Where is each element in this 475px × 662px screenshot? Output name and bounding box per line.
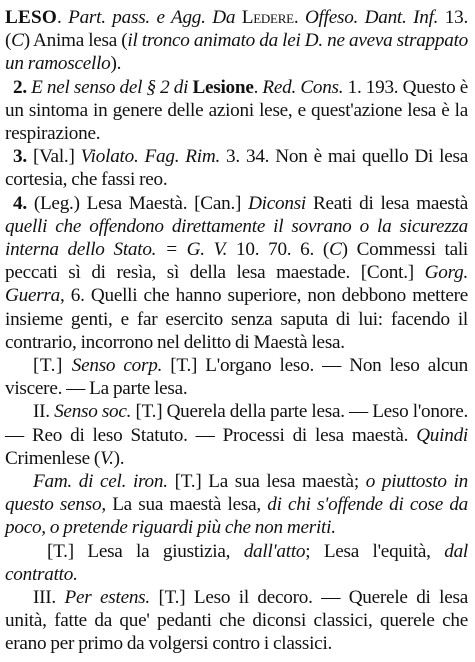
citation-text: , 6. Quelli che hanno superiore, non debbono mettere insieme genti, e far esercito senza saputa di lui: facendo il contrario, incorrono nel delitto di Maestà lesa. xyxy=(5,285,468,353)
citation-source: Gorg. Guerra xyxy=(5,262,468,307)
sense-4: 4. (Leg.) Lesa Maestà. [Can.] Diconsi Reati di lesa maestà quelli che offendono direttamente il sovrano o la sicurezza interna dello Stato. = G. V. 10. 70. 6. (C) Commessi tali peccati sì di resìa, sì della lesa maestade. [Cont.] Gorg. Guerra, 6. Quelli che hanno superiore, non debbono mettere insieme genti, e far esercito senza saputa di lui: facendo il contrario, incorrono nel delitto di Maestà lesa. xyxy=(5,192,469,353)
sense-label: Senso corp. xyxy=(71,355,163,377)
sense-3: 3. [Val.] Violato. Fag. Rim. 3. 34. Non è mai quello Di lesa cortesia, che fassi reo. xyxy=(5,146,469,191)
sense-number: 4. xyxy=(13,192,34,214)
definition-text: quelli che offendono direttamente il sovrano o la sicurezza interna dello Stato. = G. V. xyxy=(5,215,468,261)
citation-source: Red. Cons. xyxy=(262,76,344,98)
sense-label: Fam. di cel. iron. xyxy=(33,471,168,493)
example-text: [T.] Leso il decoro. — Querele di lesa unità, fatte da que' pedanti che diconsi classici, querele che erano per primo da volgersi contro i classici. xyxy=(5,587,468,655)
citation-source: Violato. Fag. Rim. xyxy=(80,146,220,168)
sense-label: Senso soc. xyxy=(54,401,132,423)
grammar-label: Part. pass. e Agg. Da xyxy=(68,7,242,28)
sense-number: 3. xyxy=(13,146,33,168)
citation-gloss: il tronco animato da lei D. ne aveva strappato un ramoscello xyxy=(5,30,468,75)
sense-estens xyxy=(5,586,468,656)
citation-text: ) Commessi tali peccati sì di resìa, sì della lesa maestade. [Cont.] xyxy=(5,239,469,284)
headword: LESO xyxy=(5,7,57,28)
citation-text: ) Anima lesa ( xyxy=(23,30,128,52)
entry-leso-definition: LESO. Part. pass. e Agg. Da Ledere. Offeso. Dant. Inf. 13. (C) Anima lesa (il tronco animato da lei D. ne aveva strappato un ramoscello). xyxy=(5,7,468,75)
citation-text: 1. 193. Questo è un sintoma in genere delle azioni lese, e quest'azione lesa è la respirazione. xyxy=(5,76,469,145)
citation-source: Offeso. Dant. Inf. xyxy=(304,7,439,28)
citation-text: 3. 34. Non è mai quello Di lesa cortesia, che fassi reo. xyxy=(5,146,469,191)
sense-giustizia: [T.] Lesa la giustizia, dall'atto; Lesa l'equità, dal contratto. xyxy=(5,540,468,585)
example-text: [T.] L'organo leso. — Non leso alcun viscere. — La parte lesa. xyxy=(5,355,468,400)
cross-reference: Lesione xyxy=(192,76,254,98)
sense-number: 2. xyxy=(13,76,32,98)
sense-fam: Fam. di cel. iron. [T.] La sua lesa maestà; o piuttosto in questo senso, La sua maestà lesa, di chi s'offende di cose da poco, o pretende riguardi più che non meriti. xyxy=(5,471,469,539)
sense-soc: II. Senso soc. [T.] Querela della parte lesa. — Leso l'onore. — Reo di leso Statuto. — Processi di lesa maestà. Quindi Crimenlese (V.). xyxy=(5,401,469,469)
example-text: [T.] La sua lesa maestà; xyxy=(167,471,366,493)
sense-corp: [T.] Senso corp. [T.] L'organo leso. — Non leso alcun viscere. — La parte lesa. xyxy=(5,355,468,400)
example-text: [T.] Querela della parte lesa. — Leso l'onore. — Reo di leso Statuto. — Processi di lesa maestà. xyxy=(5,401,469,446)
sense-number: II. xyxy=(33,401,55,423)
example-text: [T.] Lesa la giustizia, xyxy=(47,540,244,562)
definition-text: di chi s'offende di cose da poco, o pretende riguardi più che non meriti. xyxy=(5,494,469,539)
sense-number: III. xyxy=(33,587,65,609)
etymology-word: Ledere xyxy=(241,7,294,28)
sense-2: 2. E nel senso del § 2 di Lesione. Red. Cons. 1. 193. Questo è un sintoma in genere delle azioni lese, e quest'azione lesa è la respirazione. xyxy=(5,76,469,145)
sense-label: Per estens. xyxy=(64,587,150,609)
